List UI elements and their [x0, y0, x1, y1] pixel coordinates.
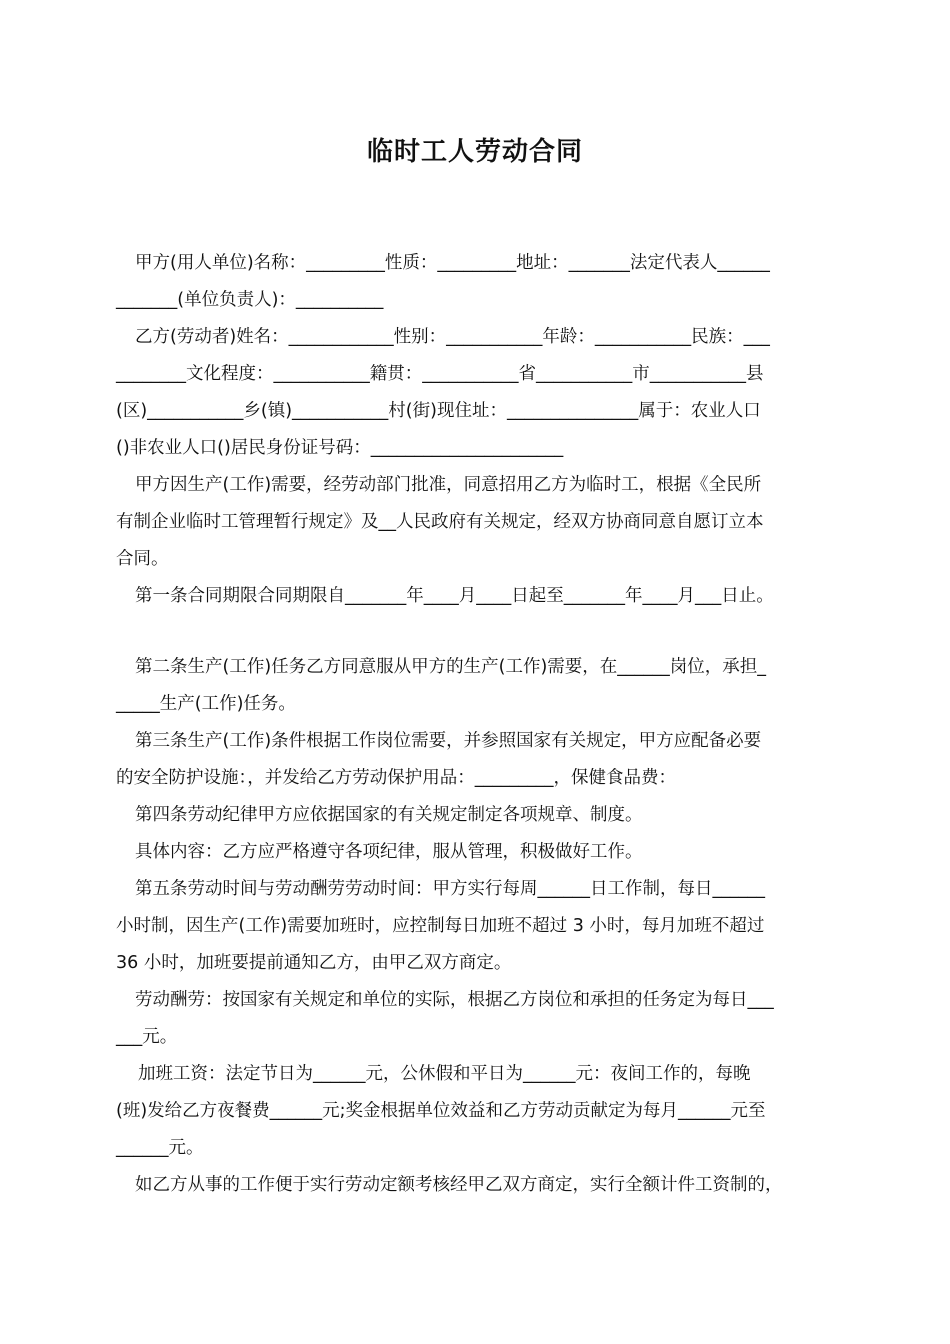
- article-4-line: 第四条劳动纪律甲方应依据国家的有关规定制定各项规章、制度。: [135, 805, 643, 825]
- document-title: 临时工人劳动合同: [366, 137, 583, 167]
- article-4-detail-line: 具体内容：乙方应严格遵守各项纪律，服从管理，积极做好工作。: [135, 842, 643, 862]
- remuneration-line-1: 劳动酬劳：按国家有关规定和单位的实际，根据乙方岗位和承担的任务定为每日___: [135, 990, 774, 1010]
- article-3-line-1: 第三条生产(工作)条件根据工作岗位需要，并参照国家有关规定，甲方应配备必要: [135, 731, 762, 751]
- party-b-line-2: ________文化程度：___________籍贯：___________省___________市___________县: [116, 364, 764, 384]
- preamble-line-2: 有制企业临时工管理暂行规定》及__人民政府有关规定，经双方协商同意自愿订立本: [116, 512, 764, 532]
- paragraph-gap: [116, 615, 836, 649]
- article-5-line-2: 小时制，因生产(工作)需要加班时，应控制每日加班不超过 3 小时，每月加班不超过: [116, 916, 765, 936]
- article-2-line-2: _____生产(工作)任务。: [116, 694, 296, 714]
- article-1-line: 第一条合同期限合同期限自_______年____月____日起至_______年____月___日止。: [135, 586, 774, 606]
- document-body: [116, 245, 836, 1204]
- party-b-line-4: ()非农业人口()居民身份证号码：______________________: [116, 438, 564, 458]
- party-a-line-2: _______(单位负责人)：__________: [116, 290, 384, 310]
- overtime-pay-line-2: (班)发给乙方夜餐费______元;奖金根据单位效益和乙方劳动贡献定为每月______元至: [116, 1101, 766, 1121]
- piecework-line-1: 如乙方从事的工作便于实行劳动定额考核经甲乙双方商定，实行全额计件工资制的，: [135, 1175, 783, 1195]
- party-a-line-1: 甲方(用人单位)名称：_________性质：_________地址：_______法定代表人______: [135, 253, 770, 273]
- overtime-pay-line-3: ______元。: [116, 1138, 204, 1158]
- overtime-pay-line-1: 加班工资：法定节日为______元，公休假和平日为______元：夜间工作的，每晚: [138, 1064, 751, 1084]
- article-5-line-3: 36 小时，加班要提前通知乙方，由甲乙双方商定。: [116, 953, 512, 973]
- preamble-line-3: 合同。: [116, 549, 169, 569]
- party-b-line-1: 乙方(劳动者)姓名：____________性别：___________年龄：___________民族：___: [135, 327, 770, 347]
- article-2-line-1: 第二条生产(工作)任务乙方同意服从甲方的生产(工作)需要，在______岗位，承担_: [135, 657, 767, 677]
- article-3-line-2: 的安全防护设施：，并发给乙方劳动保护用品：_________，保健食品费：: [116, 768, 676, 788]
- party-b-line-3: (区)___________乡(镇)___________村(街)现住址：_______________属于：农业人口: [116, 401, 761, 421]
- preamble-line-1: 甲方因生产(工作)需要，经劳动部门批准，同意招用乙方为临时工，根据《全民所: [135, 475, 762, 495]
- article-5-line-1: 第五条劳动时间与劳动酬劳劳动时间：甲方实行每周______日工作制，每日______: [135, 879, 765, 899]
- remuneration-line-2: ___元。: [116, 1027, 178, 1047]
